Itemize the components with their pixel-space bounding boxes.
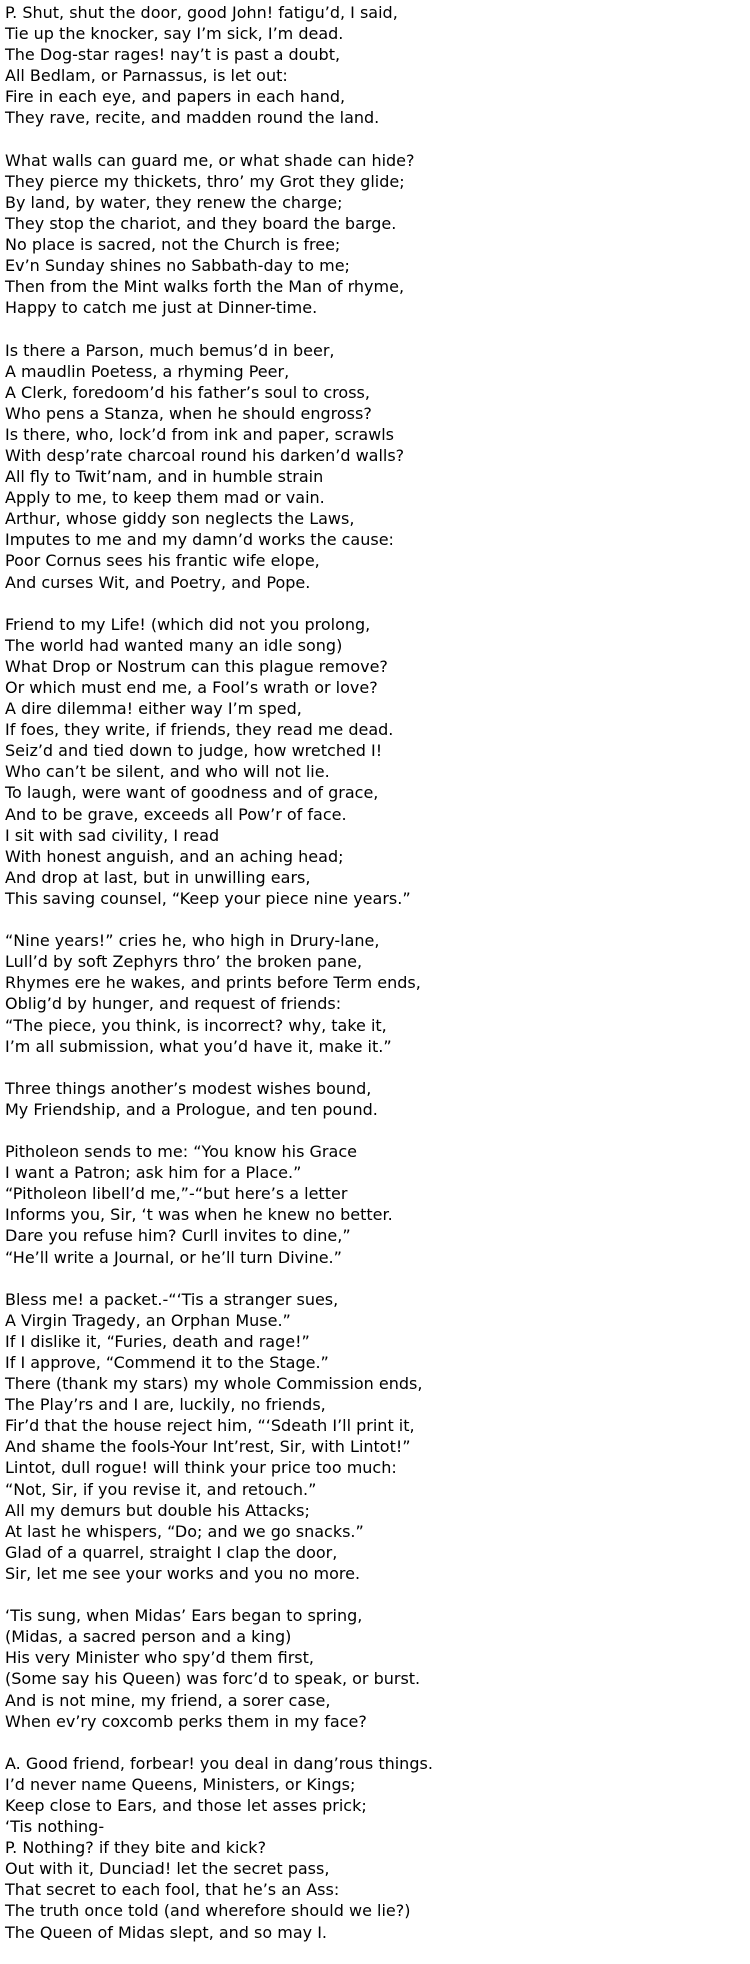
poem-line: The Play’rs and I are, luckily, no friends, bbox=[5, 1395, 326, 1415]
poem-line: My Friendship, and a Prologue, and ten pound. bbox=[5, 1099, 378, 1119]
poem-line: ‘Tis nothing- bbox=[5, 1817, 105, 1837]
poem-line: And curses Wit, and Poetry, and Pope. bbox=[5, 572, 311, 592]
poem-line: (Some say his Queen) was forc’d to speak, or burst. bbox=[5, 1669, 421, 1689]
poem-stanza bbox=[5, 2, 745, 129]
poem-line: At last he whispers, “Do; and we go snacks.” bbox=[5, 1521, 364, 1541]
poem-line: ‘Tis sung, when Midas’ Ears began to spring, bbox=[5, 1606, 363, 1626]
poem-line: “Nine years!” cries he, who high in Drury-lane, bbox=[5, 931, 380, 951]
poem-line: Lintot, dull rogue! will think your price too much: bbox=[5, 1458, 397, 1478]
poem-line: Or which must end me, a Fool’s wrath or love? bbox=[5, 678, 378, 697]
poem-line: Three things another’s modest wishes bound, bbox=[5, 1078, 372, 1098]
poem-line: Lull’d by soft Zephyrs thro’ the broken pane, bbox=[5, 952, 363, 972]
poem-line: Imputes to me and my damn’d works the cause: bbox=[5, 530, 394, 550]
poem-line: “He’ll write a Journal, or he’ll turn Divine.” bbox=[5, 1247, 342, 1267]
poem-line: Apply to me, to keep them mad or vain. bbox=[5, 488, 325, 508]
poem-line: The Queen of Midas slept, and so may I. bbox=[5, 1922, 328, 1942]
poem-line: What walls can guard me, or what shade can hide? bbox=[5, 150, 415, 170]
poem-line: When ev’ry coxcomb perks them in my face? bbox=[5, 1711, 367, 1731]
poem-line: His very Minister who spy’d them first, bbox=[5, 1648, 314, 1668]
poem-line: A maudlin Poetess, a rhyming Peer, bbox=[5, 361, 290, 381]
poem-line: If I dislike it, “Furies, death and rage!” bbox=[5, 1331, 310, 1351]
poem-line: If I approve, “Commend it to the Stage.” bbox=[5, 1353, 329, 1372]
poem-line: All fly to Twit’nam, and in humble strain bbox=[5, 467, 324, 487]
poem-line: A Clerk, foredoom’d his father’s soul to cross, bbox=[5, 382, 370, 402]
poem-stanza bbox=[5, 150, 745, 319]
poem-line: Dare you refuse him? Curll invites to dine,” bbox=[5, 1226, 351, 1246]
poem-line: Who can’t be silent, and who will not lie. bbox=[5, 762, 330, 782]
poem-line: I want a Patron; ask him for a Place.” bbox=[5, 1163, 302, 1183]
poem-stanza bbox=[5, 930, 745, 1057]
poem-line: All Bedlam, or Parnassus, is let out: bbox=[5, 66, 288, 86]
poem-line: Glad of a quarrel, straight I clap the door, bbox=[5, 1542, 338, 1562]
poem-line: I’m all submission, what you’d have it, make it.” bbox=[5, 1036, 392, 1056]
poem-line: All my demurs but double his Attacks; bbox=[5, 1500, 310, 1520]
poem-line: Fir’d that the house reject him, “‘Sdeath I’ll print it, bbox=[5, 1416, 415, 1436]
poem-line: With honest anguish, and an aching head; bbox=[5, 846, 344, 866]
poem-line: Seiz’d and tied down to judge, how wretched I! bbox=[5, 741, 383, 761]
poem-line: This saving counsel, “Keep your piece nine years.” bbox=[5, 888, 411, 908]
poem-line: They stop the chariot, and they board the barge. bbox=[5, 213, 397, 233]
poem-stanza bbox=[5, 1753, 745, 1943]
poem-line: Tie up the knocker, say I’m sick, I’m dead. bbox=[5, 24, 344, 44]
poem-line: Who pens a Stanza, when he should engross? bbox=[5, 403, 372, 423]
poem-line: That secret to each fool, that he’s an Ass: bbox=[5, 1880, 340, 1900]
poem-line: With desp’rate charcoal round his darken’d walls? bbox=[5, 445, 405, 465]
poem-line: If foes, they write, if friends, they read me dead. bbox=[5, 720, 394, 740]
poem-line: Poor Cornus sees his frantic wife elope, bbox=[5, 551, 320, 571]
poem-line: “Not, Sir, if you revise it, and retouch.” bbox=[5, 1479, 317, 1499]
poem-line: Happy to catch me just at Dinner-time. bbox=[5, 298, 318, 318]
poem-line: “Pitholeon libell’d me,”-“but here’s a letter bbox=[5, 1184, 348, 1204]
poem-line: “The piece, you think, is incorrect? why, take it, bbox=[5, 1015, 387, 1035]
poem-line: They pierce my thickets, thro’ my Grot they glide; bbox=[5, 171, 405, 191]
poem-line: And is not mine, my friend, a sorer case, bbox=[5, 1690, 331, 1710]
poem-line: (Midas, a sacred person and a king) bbox=[5, 1627, 292, 1647]
poem-line: There (thank my stars) my whole Commission ends, bbox=[5, 1374, 423, 1394]
poem-line: Ev’n Sunday shines no Sabbath-day to me; bbox=[5, 256, 350, 276]
poem-stanza bbox=[5, 614, 745, 909]
poem-stanza bbox=[5, 1605, 745, 1732]
poem-line: I sit with sad civility, I read bbox=[5, 825, 220, 845]
poem-line: What Drop or Nostrum can this plague remove? bbox=[5, 656, 388, 676]
poem-line: And shame the fools-Your Int’rest, Sir, with Lintot!” bbox=[5, 1437, 411, 1457]
poem-line: Then from the Mint walks forth the Man of rhyme, bbox=[5, 277, 405, 297]
poem-line: The truth once told (and wherefore should we lie?) bbox=[5, 1901, 411, 1921]
poem-line: A. Good friend, forbear! you deal in dang’rous things. bbox=[5, 1753, 433, 1773]
poem-stanza bbox=[5, 1141, 745, 1268]
poem-line: Arthur, whose giddy son neglects the Laws, bbox=[5, 509, 355, 529]
poem-line: They rave, recite, and madden round the land. bbox=[5, 108, 380, 128]
poem-stanza bbox=[5, 340, 745, 593]
poem-line: A Virgin Tragedy, an Orphan Muse.” bbox=[5, 1310, 291, 1330]
poem-line: No place is sacred, not the Church is free; bbox=[5, 235, 341, 255]
poem-line: Is there a Parson, much bemus’d in beer, bbox=[5, 340, 335, 360]
poem-line: Oblig’d by hunger, and request of friends: bbox=[5, 994, 342, 1014]
poem-text bbox=[5, 2, 745, 1964]
poem-line: I’d never name Queens, Ministers, or Kings; bbox=[5, 1774, 356, 1794]
poem-line: Rhymes ere he wakes, and prints before Term ends, bbox=[5, 973, 421, 993]
poem-line: By land, by water, they renew the charge; bbox=[5, 192, 343, 212]
poem-line: Fire in each eye, and papers in each hand, bbox=[5, 87, 346, 107]
poem-line: P. Nothing? if they bite and kick? bbox=[5, 1838, 267, 1858]
poem-line: To laugh, were want of goodness and of grace, bbox=[5, 783, 379, 803]
poem-line: Is there, who, lock’d from ink and paper, scrawls bbox=[5, 424, 394, 444]
poem-line: Sir, let me see your works and you no more. bbox=[5, 1563, 361, 1583]
poem-line: And to be grave, exceeds all Pow’r of face. bbox=[5, 804, 347, 824]
poem-line: The Dog-star rages! nay’t is past a doubt, bbox=[5, 45, 341, 65]
poem-stanza bbox=[5, 1289, 745, 1584]
poem-line: Pitholeon sends to me: “You know his Grace bbox=[5, 1142, 357, 1162]
poem-line: And drop at last, but in unwilling ears, bbox=[5, 867, 311, 887]
poem-line: Friend to my Life! (which did not you prolong, bbox=[5, 614, 371, 634]
poem-line: Keep close to Ears, and those let asses prick; bbox=[5, 1795, 367, 1815]
poem-line: P. Shut, shut the door, good John! fatigu’d, I said, bbox=[5, 3, 398, 22]
poem-stanza bbox=[5, 1078, 745, 1120]
poem-line: Informs you, Sir, ‘t was when he knew no better. bbox=[5, 1205, 393, 1225]
poem-line: Out with it, Dunciad! let the secret pass, bbox=[5, 1859, 330, 1879]
poem-line: The world had wanted many an idle song) bbox=[5, 635, 343, 655]
poem-line: A dire dilemma! either way I’m sped, bbox=[5, 699, 302, 719]
poem-line: Bless me! a packet.-“‘Tis a stranger sues, bbox=[5, 1289, 339, 1309]
